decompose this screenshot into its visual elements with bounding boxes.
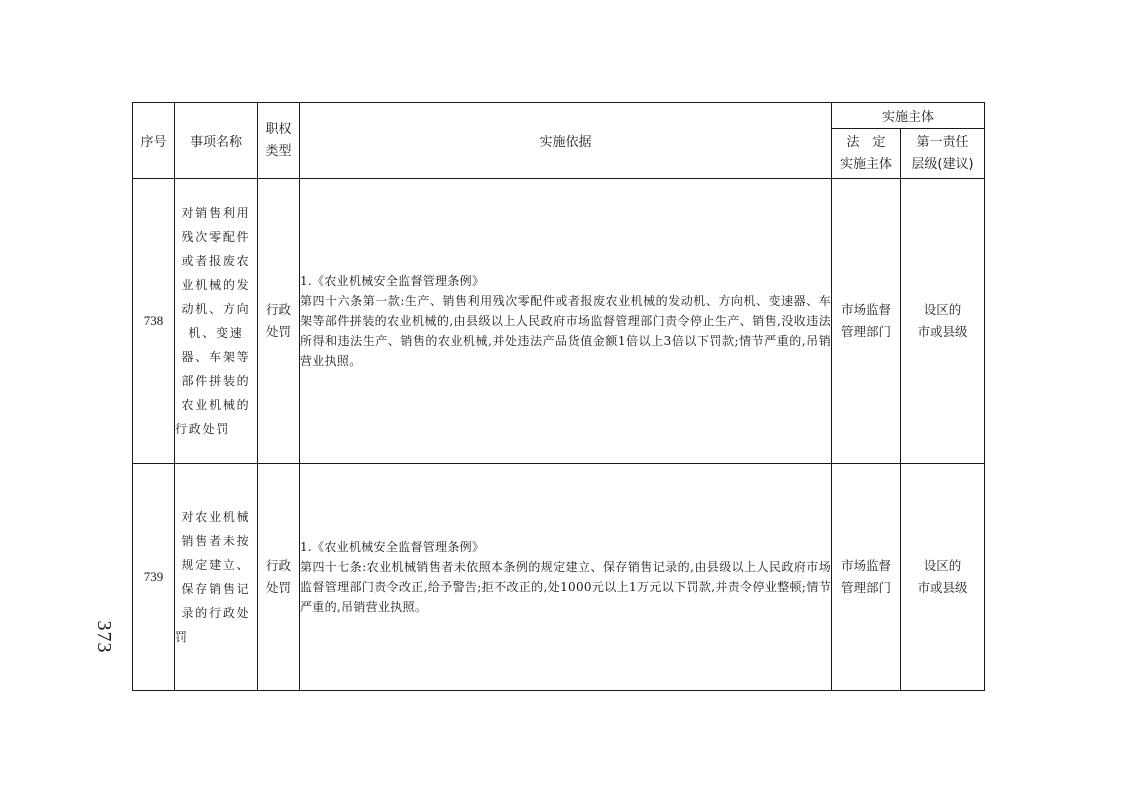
row-legal-subject [832,179,901,464]
header-legal-subject [832,129,901,179]
header-first-responsibility-line1: 第一责任 [916,134,969,150]
row-first-responsibility-line1: 设区的 [923,558,962,574]
row-first-responsibility-line2: 市或县级 [917,324,968,340]
header-subject-group: 实施主体 [832,103,985,129]
row-basis-text: 第四十六条第一款:生产、销售利用残次零配件或者报废农业机械的发动机、方向机、变速器、车架等部件拼装的农业机械的,由县级以上人民政府市场监督管理部门责令停止生产、销售,没收违法所得和违法生产、销售的农业机械,并处违法产品货值金额1倍以上3倍以下罚款;情节严重的,吊销营业执照。 [300,294,831,369]
header-power-type-line2: 类型 [265,143,292,159]
row-item-name: 对销售利用残次零配件或者报废农业机械的发动机、方向机、变速器、车架等部件拼装的农业机械的行政处罚 [175,179,258,464]
item-table [132,102,985,691]
row-power-type-line2: 处罚 [265,324,291,340]
header-legal-subject-line2: 实施主体 [839,156,892,172]
row-legal-subject [832,464,901,691]
row-item-name: 对农业机械销售者未按规定建立、保存销售记录的行政处罚 [175,464,258,691]
row-power-type-line1: 行政 [265,302,291,318]
row-basis [300,179,832,464]
header-item-name: 事项名称 [175,103,258,179]
row-legal-subject-line1: 市场监督 [840,558,891,574]
row-legal-subject-line1: 市场监督 [840,302,891,318]
row-seq: 739 [133,464,175,691]
row-basis-text: 第四十七条:农业机械销售者未依照本条例的规定建立、保存销售记录的,由县级以上人民政府市场监督管理部门责令改正,给予警告;拒不改正的,处1000元以上1万元以下罚款,并责令停业整顿;情节严重的,吊销营业执照。 [300,560,831,615]
row-first-responsibility-line2: 市或县级 [917,580,968,596]
row-power-type-line1: 行政 [265,558,291,574]
header-seq: 序号 [133,103,175,179]
row-power-type [258,179,300,464]
row-basis-title: 1.《农业机械安全监督管理条例》 [300,540,485,555]
row-first-responsibility [901,179,985,464]
header-first-responsibility [901,129,985,179]
header-basis: 实施依据 [300,103,832,179]
row-seq: 738 [133,179,175,464]
table-row [133,464,985,691]
row-legal-subject-line2: 管理部门 [840,324,891,340]
header-first-responsibility-line2: 层级(建议) [911,156,974,172]
header-power-type-line1: 职权 [265,121,292,137]
header-legal-subject-line1: 法 定 [846,134,886,150]
row-legal-subject-line2: 管理部门 [840,580,891,596]
row-power-type [258,464,300,691]
row-power-type-line2: 处罚 [265,580,291,596]
row-basis-title: 1.《农业机械安全监督管理条例》 [300,274,485,289]
page-number-text: 373 [93,620,116,654]
row-first-responsibility [901,464,985,691]
table-row [133,179,985,464]
row-first-responsibility-line1: 设区的 [923,302,962,318]
header-row-top [133,103,985,129]
header-power-type [258,103,300,179]
row-basis [300,464,832,691]
